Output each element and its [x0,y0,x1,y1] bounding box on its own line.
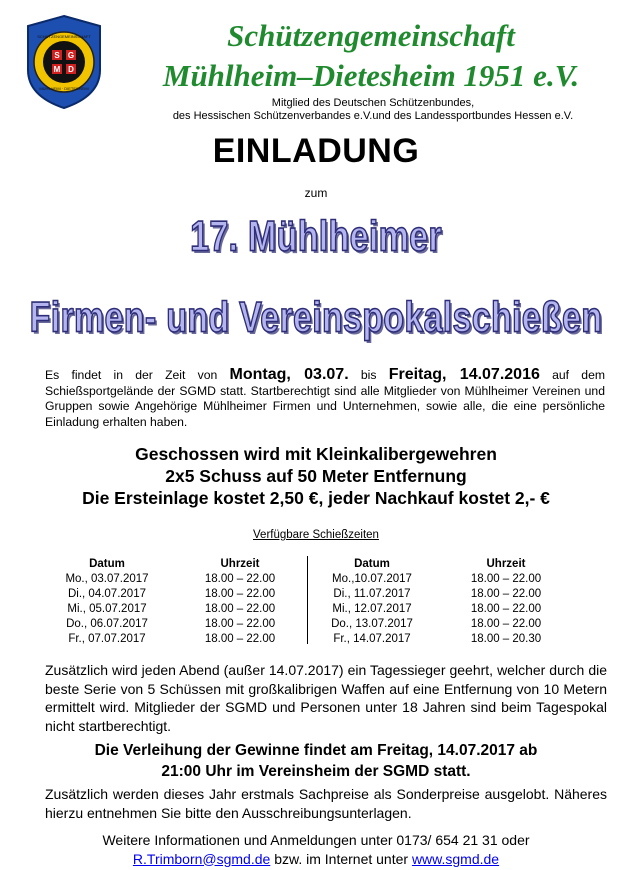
daily-winner-paragraph: Zusätzlich wird jeden Abend (außer 14.07.2017) ein Tagessieger geehrt, welcher durch die beste Serie von 5 Schüssen mit großkalibrigen Waffen auf eine Entfernung von 10 Metern ermittelt wird. Mitglieder der SGMD und Personen unter 18 Jahren sind beim Tagespokal nicht startberechtigt. [45,662,607,734]
page-title: EINLADUNG [212,132,420,170]
intro-paragraph [45,367,605,430]
event-title-line1: 17. Mühlheimer [190,213,442,261]
schedule-time: 18.00 – 22.00 [204,603,276,615]
schedule-time: 18.00 – 22.00 [204,588,276,600]
schedule-left-times [197,557,283,647]
email-link[interactable]: R.Trimborn@sgmd.de [132,850,271,867]
shooting-line-3: Die Ersteinlage kostet 2,50 €, jeder Nachkauf kostet 2,- € [82,488,550,508]
schedule-date: Fr., 07.07.2017 [68,633,146,645]
schedule-time: 18.00 – 22.00 [470,618,542,630]
col-time-header: Uhrzeit [486,558,526,570]
schedule-date: Mi., 12.07.2017 [332,603,412,615]
schedule-time: 18.00 – 22.00 [470,588,542,600]
contact-info [0,831,632,868]
schedule-date: Mo., 03.07.2017 [65,573,149,585]
shooting-info [0,443,632,509]
zum-text: zum [304,186,328,200]
crest-letter-3: M [53,65,61,74]
membership-line1: Mitglied des Deutschen Schützenbundes, [271,97,475,109]
contact-mid-text: bzw. im Internet unter [270,850,412,867]
schedule-heading: Verfügbare Schießzeiten [253,529,379,541]
col-date-header: Datum [354,558,390,570]
start-date: Montag, 03.07. [229,366,349,383]
schedule-date: Mo.,10.07.2017 [332,573,412,585]
schedule-right-dates [322,557,422,647]
crest-letter-4: D [68,65,74,74]
schedule-time: 18.00 – 20.30 [470,633,542,645]
intro-text-1: Es findet in der Zeit von [45,368,230,382]
schedule-date: Di., 11.07.2017 [333,588,411,600]
crest-text-bottom: MÜHLHEIM · DIETESHEIM [39,86,89,91]
col-date-header: Datum [89,558,125,570]
schedule-date: Do., 06.07.2017 [66,618,148,630]
col-time-header: Uhrzeit [220,558,260,570]
schedule-date: Fr., 14.07.2017 [333,633,411,645]
schedule-left-dates [58,557,156,647]
contact-line-1: Weitere Informationen und Anmeldungen unter 0173/ 654 21 31 oder [102,832,530,848]
intro-text-3: auf dem Schießsportgelände der SGMD statt. Startberechtigt sind alle Mitglieder von Mühlheimer Vereinen und Gruppen sowie Angehörige Mühlheimer Firmen und Unternehmen, sowie alle, die eine persönliche Einladung erhalten haben. [45,368,606,429]
schedule-right-times [463,557,549,647]
schedule-date: Mi., 05.07.2017 [67,603,147,615]
club-crest [22,14,106,110]
membership-line2: des Hessischen Schützenverbandes e.V.und des Landessportbundes Hessen e.V. [172,110,574,122]
shooting-line-2: 2x5 Schuss auf 50 Meter Entfernung [165,466,467,486]
award-info [0,740,632,782]
schedule-divider [307,556,308,644]
club-name-line1: Schützengemeinschaft [227,18,515,53]
website-link[interactable]: www.sgmd.de [411,850,500,867]
crest-text-top: SCHÜTZENGEMEINSCHAFT [37,34,91,39]
extra-prizes-paragraph: Zusätzlich werden dieses Jahr erstmals Sachpreise als Sonderpreise ausgelobt. Näheres hierzu entnehmen Sie bitte den Ausschreibungsunterlagen. [45,786,607,821]
schedule-date: Do., 13.07.2017 [331,618,413,630]
event-title-line2: Firmen- und Vereinspokalschießen [29,294,603,342]
schedule-time: 18.00 – 22.00 [470,573,542,585]
award-line-2: 21:00 Uhr im Vereinsheim der SGMD statt. [161,763,471,780]
crest-letter-2: G [67,51,75,60]
end-date: Freitag, 14.07.2016 [388,366,540,383]
shooting-line-1: Geschossen wird mit Kleinkalibergewehren [135,444,497,464]
schedule-date: Di., 04.07.2017 [67,588,146,600]
crest-letter-1: S [54,51,60,60]
contact-line-2 [0,850,632,869]
schedule-time: 18.00 – 22.00 [470,603,542,615]
schedule-time: 18.00 – 22.00 [204,633,276,645]
schedule-time: 18.00 – 22.00 [204,573,276,585]
award-line-1: Die Verleihung der Gewinne findet am Freitag, 14.07.2017 ab [94,742,538,759]
intro-text-2: bis [348,368,389,382]
schedule-time: 18.00 – 22.00 [204,618,276,630]
club-name-line2: Mühlheim–Dietesheim 1951 e.V. [162,58,580,93]
